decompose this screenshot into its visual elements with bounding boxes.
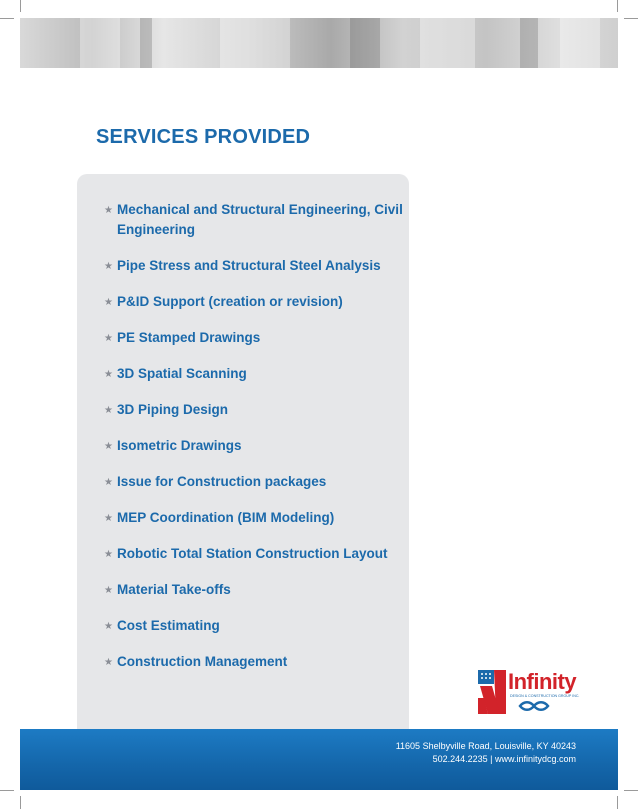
- crop-mark: [617, 796, 618, 809]
- star-bullet-icon: ★: [104, 405, 113, 416]
- footer-address: 11605 Shelbyville Road, Louisville, KY 40243: [395, 741, 576, 751]
- list-item: [104, 544, 404, 564]
- service-label: P&ID Support (creation or revision): [117, 294, 343, 309]
- star-bullet-icon: ★: [104, 369, 113, 380]
- service-label: Robotic Total Station Construction Layout: [117, 546, 388, 561]
- star-bullet-icon: ★: [104, 513, 113, 524]
- service-label: 3D Piping Design: [117, 402, 229, 417]
- page-title: SERVICES PROVIDED: [96, 126, 311, 148]
- services-list: [104, 200, 404, 672]
- service-label: Construction Management: [117, 654, 288, 669]
- list-item: [104, 200, 404, 240]
- star-bullet-icon: ★: [104, 297, 113, 308]
- list-item: [104, 652, 404, 672]
- list-item: [104, 256, 404, 276]
- crop-mark: [617, 0, 618, 12]
- crop-mark: [624, 790, 638, 791]
- crop-mark: [624, 18, 638, 19]
- service-label: Material Take-offs: [117, 582, 231, 597]
- star-bullet-icon: ★: [104, 333, 113, 344]
- list-item: [104, 472, 404, 492]
- header-photo-banner: [20, 18, 618, 68]
- list-item: [104, 400, 404, 420]
- star-bullet-icon: ★: [104, 205, 113, 216]
- star-bullet-icon: ★: [104, 261, 113, 272]
- service-label: Isometric Drawings: [117, 438, 242, 453]
- footer-phone-web: 502.244.2235 | www.infinitydcg.com: [432, 754, 576, 764]
- star-bullet-icon: ★: [104, 657, 113, 668]
- crop-mark: [20, 0, 21, 12]
- crop-mark: [0, 790, 14, 791]
- list-item: [104, 292, 404, 312]
- company-logo: [476, 668, 586, 720]
- logo-tagline: DESIGN & CONSTRUCTION GROUP INC.: [510, 694, 580, 698]
- list-item: [104, 364, 404, 384]
- service-label: 3D Spatial Scanning: [117, 366, 247, 381]
- star-bullet-icon: ★: [104, 585, 113, 596]
- star-bullet-icon: ★: [104, 621, 113, 632]
- service-label: PE Stamped Drawings: [117, 330, 261, 345]
- service-label: Mechanical and Structural Engineering, Civil Engineering: [117, 202, 403, 237]
- star-bullet-icon: ★: [104, 441, 113, 452]
- crop-mark: [0, 18, 14, 19]
- list-item: [104, 580, 404, 600]
- list-item: [104, 436, 404, 456]
- service-label: Issue for Construction packages: [117, 474, 327, 489]
- star-bullet-icon: ★: [104, 477, 113, 488]
- service-label: MEP Coordination (BIM Modeling): [117, 510, 335, 525]
- footer-contact: [396, 740, 576, 766]
- list-item: [104, 508, 404, 528]
- star-bullet-icon: ★: [104, 549, 113, 560]
- logo-wordmark: Infinity: [508, 669, 577, 694]
- list-item: [104, 328, 404, 348]
- crop-mark: [20, 796, 21, 809]
- service-label: Pipe Stress and Structural Steel Analysis: [117, 258, 381, 273]
- list-item: [104, 616, 404, 636]
- service-label: Cost Estimating: [117, 618, 220, 633]
